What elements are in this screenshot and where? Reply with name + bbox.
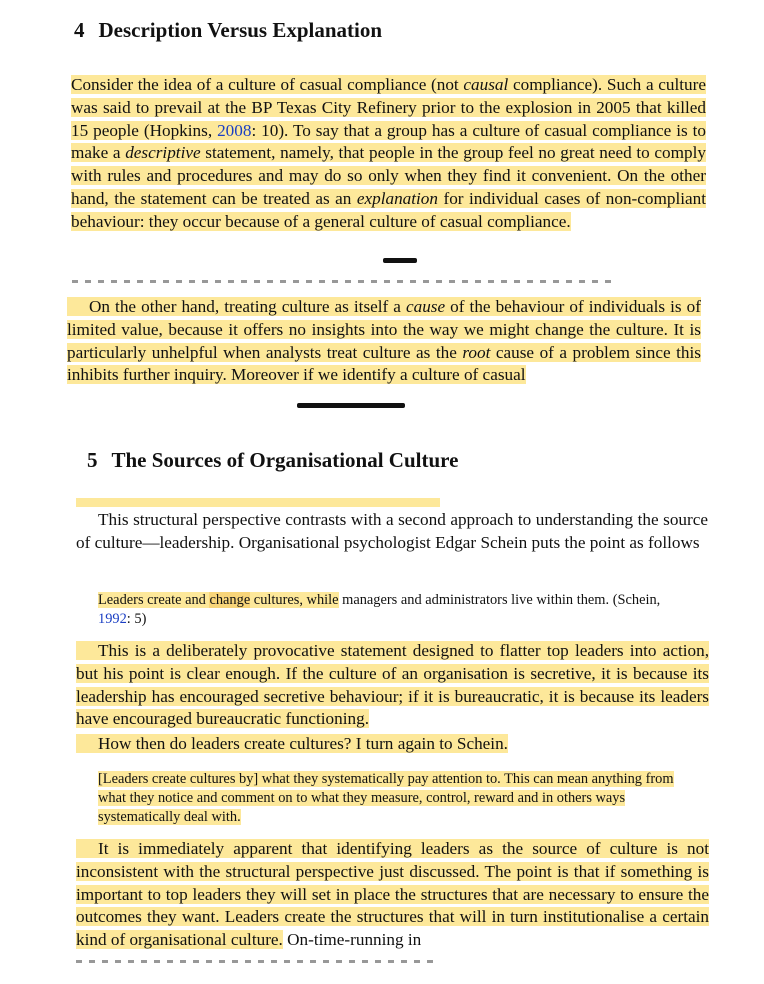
block-quote-2: [98, 770, 690, 826]
pen-mark: [297, 403, 405, 408]
section-5-paragraph-4: It is immediately apparent that identifying leaders as the source of culture is not inconsistent with the structural perspective just discussed. The point is that if something is important to top leaders they will set in place the structures that are necessary to ensure the outcomes they want. Leaders create the structures that will in turn institutionalise a certain kind of organisational culture. On-time-running in: [76, 839, 709, 950]
clipped-highlight-line: [76, 498, 440, 507]
highlighted-text: [Leaders create cultures by] what they systematically pay attention to. This can mean anything from what they notice and comment on to what they measure, control, reward and in others ways systematically deal with.: [98, 771, 674, 825]
block-quote-1: Leaders create and change cultures, while managers and administrators live within them. (Schein, 1992: 5): [98, 592, 661, 627]
section-5-paragraph-3: [76, 733, 709, 756]
highlighted-text: This is a deliberately provocative statement designed to flatter top leaders into action, but his point is clear enough. If the culture of an organisation is secretive, it is because its leadership has encouraged secretive behaviour; if it is bureaucratic, it is because its leaders have encouraged bureaucratic functioning.: [76, 641, 709, 729]
clipped-text-line: [76, 960, 436, 963]
highlighted-text: Consider the idea of a culture of casual compliance (not causal compliance). Such a culture was said to prevail at the BP Texas City Refinery prior to the explosion in 2005 that killed 15 people (Hopkins, 2008: 10). To say that a group has a culture of casual compliance is to make a descriptive statement, namely, that people in the group feel no great need to comply with rules and procedures and may do so only when they find it convenient. On the other hand, the statement can be treated as an explanation for individual cases of non-compliant behaviour: they occur because of a general culture of casual compliance.: [71, 75, 706, 231]
clipped-text-line: [72, 280, 612, 283]
section-title: The Sources of Organisational Culture: [111, 448, 459, 472]
highlighted-text: How then do leaders create cultures? I turn again to Schein.: [76, 734, 508, 753]
citation-link[interactable]: 1992: [98, 610, 127, 627]
highlighted-text: On the other hand, treating culture as itself a cause of the behaviour of individuals is of limited value, because it offers no insights into the way we might change the culture. It is particularly unhelpful when analysts treat culture as the root cause of a problem since this inhibits further inquiry. Moreover if we identify a culture of casual: [67, 297, 701, 385]
section-5-paragraph-2: [76, 640, 709, 731]
section-number: 4: [74, 18, 85, 42]
section-number: 5: [87, 448, 98, 472]
section-5-heading: [87, 448, 458, 473]
section-5-paragraph-1: This structural perspective contrasts with a second approach to understanding the source of culture—leadership. Organisational psychologist Edgar Schein puts the point as follows: [76, 510, 708, 552]
section-4-paragraph-2: [67, 296, 701, 387]
section-4-paragraph-1: [71, 74, 706, 234]
pen-mark: [383, 258, 417, 263]
section-4-heading: [74, 18, 382, 43]
section-title: Description Versus Explanation: [98, 18, 383, 42]
highlighted-text: It is immediately apparent that identifying leaders as the source of culture is not inconsistent with the structural perspective just discussed.: [76, 839, 709, 881]
citation-link[interactable]: 2008: [217, 120, 252, 140]
